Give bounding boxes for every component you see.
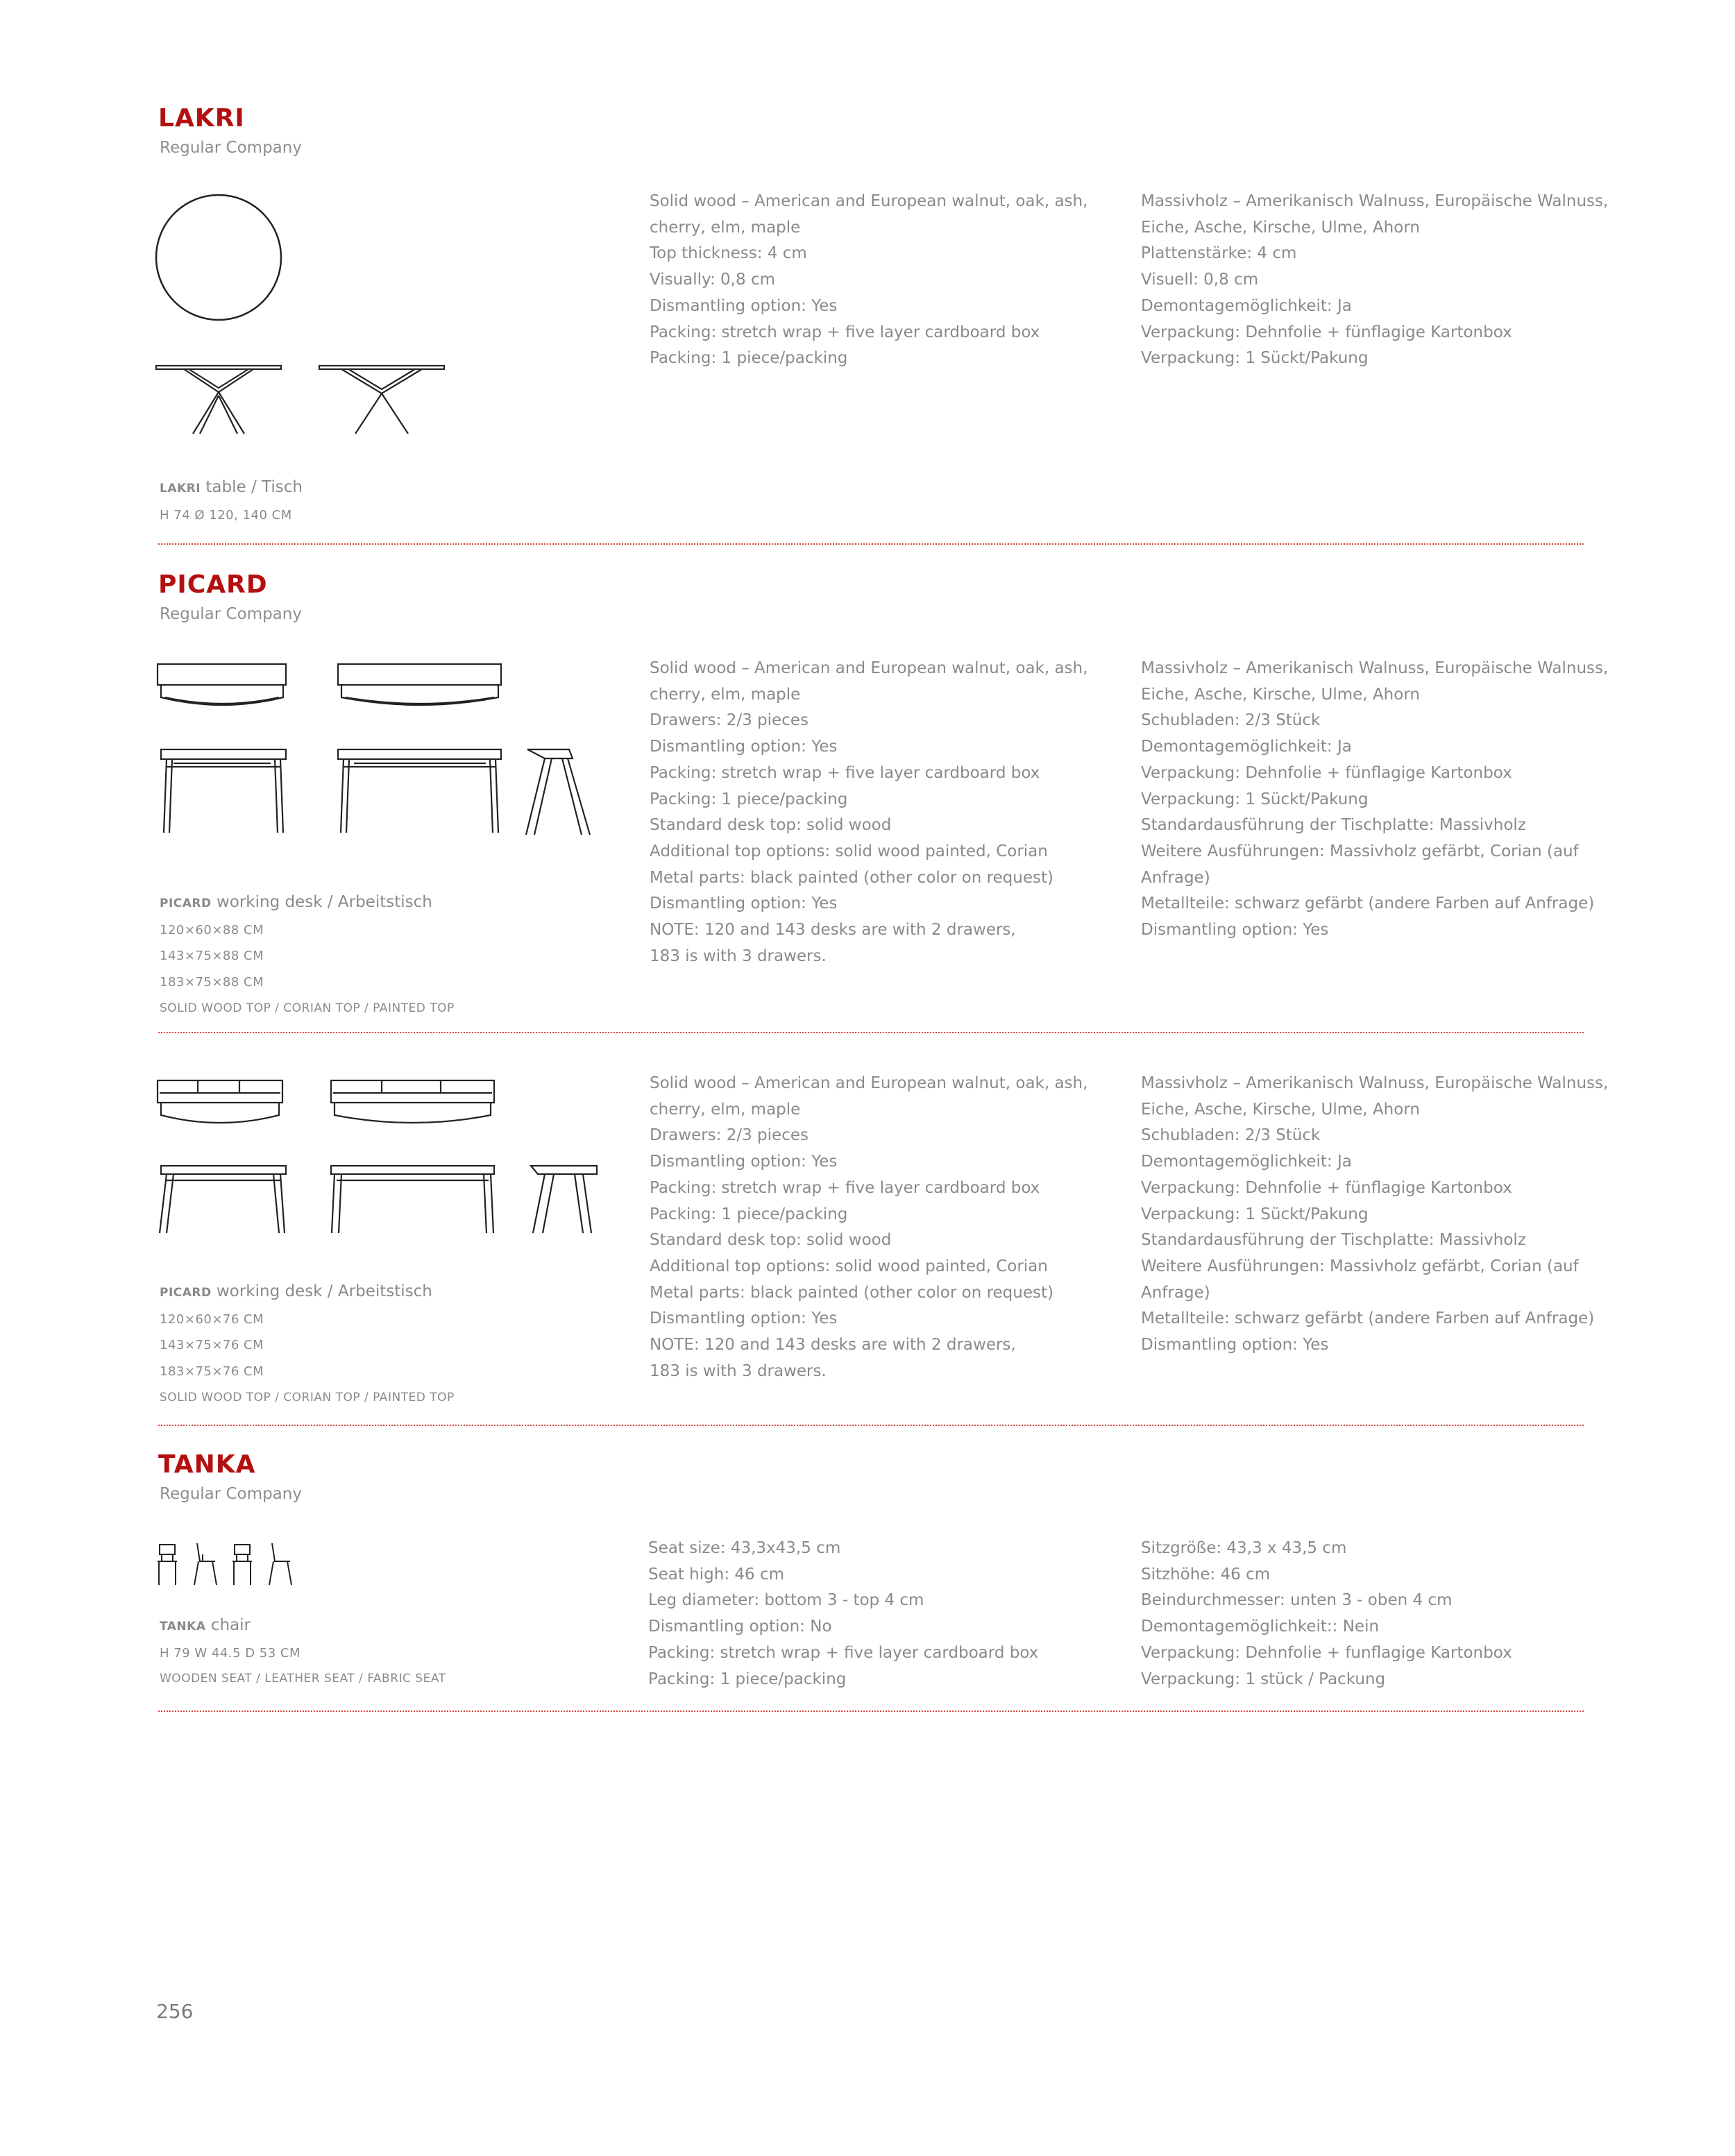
product-size: 143×75×88 CM	[160, 949, 264, 964]
spec-line: Packing: stretch wrap + five layer cardboard box	[648, 1643, 1039, 1662]
section-divider	[158, 543, 1584, 545]
lakri-side-view-2	[319, 366, 444, 434]
spec-line: Standard desk top: solid wood	[650, 1231, 892, 1250]
spec-line: Demontagemöglichkeit: Ja	[1141, 296, 1352, 315]
spec-line: NOTE: 120 and 143 desks are with 2 drawers,	[650, 1336, 1016, 1355]
spec-line: 183 is with 3 drawers.	[650, 947, 827, 965]
picard-76-specs-de	[1141, 1071, 1613, 1359]
spec-line: Verpackung: 1 Sückt/Pakung	[1141, 790, 1369, 808]
spec-line: Metallteile: schwarz gefärbt (andere Farben auf Anfrage)	[1141, 1309, 1595, 1328]
spec-line: Sitzgröße: 43,3 x 43,5 cm	[1141, 1539, 1347, 1557]
company-name: Regular Company	[160, 605, 302, 623]
section-title-picard: PICARD	[158, 570, 268, 599]
spec-line: Metal parts: black painted (other color on request)	[650, 1283, 1053, 1302]
tanka-front-view-2	[232, 1545, 252, 1585]
picard-caption-76	[160, 1279, 455, 1411]
spec-line: Leg diameter: bottom 3 - top 4 cm	[648, 1591, 924, 1610]
spec-line: Dismantling option: Yes	[650, 296, 838, 315]
spec-line: Massivholz – Amerikanisch Walnuss, Europäische Walnuss,	[1141, 192, 1609, 210]
spec-line: Packing: 1 piece/packing	[650, 790, 848, 808]
tanka-specs-de	[1141, 1536, 1613, 1692]
spec-line: Demontagemöglichkeit: Ja	[1141, 738, 1352, 756]
spec-line: Packing: 1 piece/packing	[650, 349, 848, 368]
picard-specs-de	[1141, 656, 1613, 944]
spec-line: Packing: stretch wrap + five layer cardboard box	[650, 1178, 1040, 1197]
spec-line: Standardausführung der Tischplatte: Massivholz	[1141, 1231, 1526, 1250]
spec-line: Verpackung: 1 Sückt/Pakung	[1141, 349, 1369, 368]
spec-line: cherry, elm, maple	[650, 1100, 801, 1119]
product-size: 183×75×76 CM	[160, 1364, 264, 1380]
lakri-caption	[160, 475, 303, 528]
section-divider	[158, 1711, 1584, 1712]
spec-line: Verpackung: Dehnfolie + fünflagige Kartonbox	[1141, 1178, 1512, 1197]
spec-line: Standard desk top: solid wood	[650, 816, 892, 835]
product-type: table / Tisch	[205, 478, 303, 496]
spec-line: Verpackung: Dehnfolie + fünflagige Kartonbox	[1141, 323, 1512, 341]
picard-front-view-small	[160, 1166, 286, 1233]
section-divider	[158, 1032, 1584, 1033]
spec-line: cherry, elm, maple	[650, 218, 801, 237]
spec-line: Dismantling option: Yes	[650, 1309, 838, 1328]
tanka-front-view	[158, 1545, 177, 1585]
product-size: 120×60×76 CM	[160, 1312, 264, 1327]
product-name: PICARD	[160, 897, 212, 910]
picard-front-view-small	[161, 749, 286, 833]
picard-top-view-small	[158, 664, 286, 705]
spec-line: Schubladen: 2/3 Stück	[1141, 1126, 1321, 1145]
spec-line: cherry, elm, maple	[650, 685, 801, 704]
section-title-lakri: LAKRI	[158, 104, 245, 133]
lakri-side-view-1	[156, 366, 281, 434]
spec-line: Dismantling option: Yes	[1141, 1336, 1329, 1355]
product-type: chair	[210, 1616, 251, 1634]
tanka-caption	[160, 1613, 446, 1692]
spec-line: Metal parts: black painted (other color on request)	[650, 868, 1053, 887]
picard-front-view-large	[331, 1166, 494, 1233]
picard-top-view-large	[338, 664, 501, 705]
spec-line: Schubladen: 2/3 Stück	[1141, 711, 1321, 730]
spec-line: Eiche, Asche, Kirsche, Ulme, Ahorn	[1141, 685, 1420, 704]
product-size: 120×60×88 CM	[160, 922, 264, 937]
spec-line: Seat size: 43,3x43,5 cm	[648, 1539, 841, 1557]
spec-line: Solid wood – American and European walnut, oak, ash,	[650, 659, 1088, 677]
product-name: TANKA	[160, 1620, 206, 1633]
spec-line: Plattenstärke: 4 cm	[1141, 244, 1297, 263]
spec-line: Massivholz – Amerikanisch Walnuss, Europäische Walnuss,	[1141, 659, 1609, 677]
tanka-chair-drawing	[153, 1540, 305, 1589]
spec-line: Demontagemöglichkeit:: Nein	[1141, 1618, 1380, 1636]
picard-side-view	[531, 1166, 597, 1233]
spec-line: Demontagemöglichkeit: Ja	[1141, 1153, 1352, 1171]
product-size: 143×75×76 CM	[160, 1338, 264, 1353]
page-number: 256	[156, 2000, 194, 2023]
spec-line: Massivholz – Amerikanisch Walnuss, Europäische Walnuss,	[1141, 1074, 1609, 1092]
spec-line: Packing: stretch wrap + five layer cardboard box	[650, 763, 1040, 782]
picard-76-specs-en	[650, 1071, 1122, 1384]
product-type: working desk / Arbeitstisch	[216, 1282, 432, 1300]
picard-front-view-large	[338, 749, 501, 833]
lakri-specs-de	[1141, 189, 1613, 372]
spec-line: Solid wood – American and European walnut, oak, ash,	[650, 1074, 1088, 1092]
company-name: Regular Company	[160, 139, 302, 157]
spec-line: Top thickness: 4 cm	[650, 244, 807, 263]
spec-line: Drawers: 2/3 pieces	[650, 1126, 809, 1145]
picard-top-view-large	[331, 1080, 494, 1123]
product-dimensions: H 79 W 44.5 D 53 CM	[160, 1645, 301, 1661]
spec-line: Packing: 1 piece/packing	[650, 1205, 848, 1223]
tanka-specs-en	[648, 1536, 1120, 1692]
spec-line: Seat high: 46 cm	[648, 1565, 785, 1584]
spec-line: Packing: 1 piece/packing	[648, 1670, 847, 1688]
picard-top-view-small	[158, 1080, 282, 1123]
spec-line: Standardausführung der Tischplatte: Massivholz	[1141, 816, 1526, 835]
product-name: PICARD	[160, 1286, 212, 1300]
spec-line: Metallteile: schwarz gefärbt (andere Farben auf Anfrage)	[1141, 894, 1595, 913]
product-dimensions: H 74 Ø 120, 140 CM	[160, 507, 292, 523]
spec-line: Additional top options: solid wood painted, Corian	[650, 1257, 1048, 1275]
picard-desk-drawing-88	[153, 656, 604, 843]
spec-line: Eiche, Asche, Kirsche, Ulme, Ahorn	[1141, 1100, 1420, 1119]
spec-line: Dismantling option: Yes	[650, 1153, 838, 1171]
spec-line: NOTE: 120 and 143 desks are with 2 drawers,	[650, 921, 1016, 940]
spec-line: Eiche, Asche, Kirsche, Ulme, Ahorn	[1141, 218, 1420, 237]
picard-side-view	[526, 749, 590, 835]
section-divider	[158, 1425, 1584, 1426]
spec-line: Verpackung: 1 stück / Packung	[1141, 1670, 1386, 1688]
tanka-side-view-2	[269, 1543, 291, 1585]
spec-line: Visuell: 0,8 cm	[1141, 271, 1259, 289]
spec-line: Solid wood – American and European walnut, oak, ash,	[650, 192, 1088, 210]
product-top-options: SOLID WOOD TOP / CORIAN TOP / PAINTED TOP	[160, 1001, 455, 1015]
spec-line: Anfrage)	[1141, 1283, 1210, 1302]
tanka-side-view	[194, 1543, 217, 1585]
spec-line: Anfrage)	[1141, 868, 1210, 887]
picard-desk-drawing-76	[153, 1072, 604, 1249]
spec-line: Dismantling option: Yes	[650, 738, 838, 756]
spec-line: Dismantling option: Yes	[1141, 921, 1329, 940]
spec-line: Visually: 0,8 cm	[650, 271, 775, 289]
product-seat-options: WOODEN SEAT / LEATHER SEAT / FABRIC SEAT	[160, 1672, 446, 1686]
spec-line: Dismantling option: Yes	[650, 894, 838, 913]
spec-line: Sitzhöhe: 46 cm	[1141, 1565, 1271, 1584]
picard-caption	[160, 890, 455, 1022]
spec-line: Weitere Ausführungen: Massivholz gefärbt, Corian (auf	[1141, 1257, 1579, 1275]
company-name: Regular Company	[160, 1485, 302, 1503]
lakri-top-view	[156, 195, 281, 320]
spec-line: Verpackung: Dehnfolie + funflagige Kartonbox	[1141, 1643, 1512, 1662]
spec-line: Additional top options: solid wood painted, Corian	[650, 842, 1048, 860]
spec-line: Weitere Ausführungen: Massivholz gefärbt, Corian (auf	[1141, 842, 1579, 860]
lakri-table-drawing	[153, 191, 458, 441]
picard-specs-en	[650, 656, 1122, 969]
product-top-options: SOLID WOOD TOP / CORIAN TOP / PAINTED TOP	[160, 1390, 455, 1404]
spec-line: 183 is with 3 drawers.	[650, 1361, 827, 1380]
spec-line: Verpackung: 1 Sückt/Pakung	[1141, 1205, 1369, 1223]
spec-line: Drawers: 2/3 pieces	[650, 711, 809, 730]
product-size: 183×75×88 CM	[160, 975, 264, 990]
spec-line: Packing: stretch wrap + five layer cardboard box	[650, 323, 1040, 341]
product-name: LAKRI	[160, 482, 201, 495]
spec-line: Verpackung: Dehnfolie + fünflagige Kartonbox	[1141, 763, 1512, 782]
spec-line: Beindurchmesser: unten 3 - oben 4 cm	[1141, 1591, 1453, 1610]
spec-line: Dismantling option: No	[648, 1618, 832, 1636]
product-type: working desk / Arbeitstisch	[216, 893, 432, 911]
lakri-specs-en	[650, 189, 1122, 372]
section-title-tanka: TANKA	[158, 1450, 256, 1479]
